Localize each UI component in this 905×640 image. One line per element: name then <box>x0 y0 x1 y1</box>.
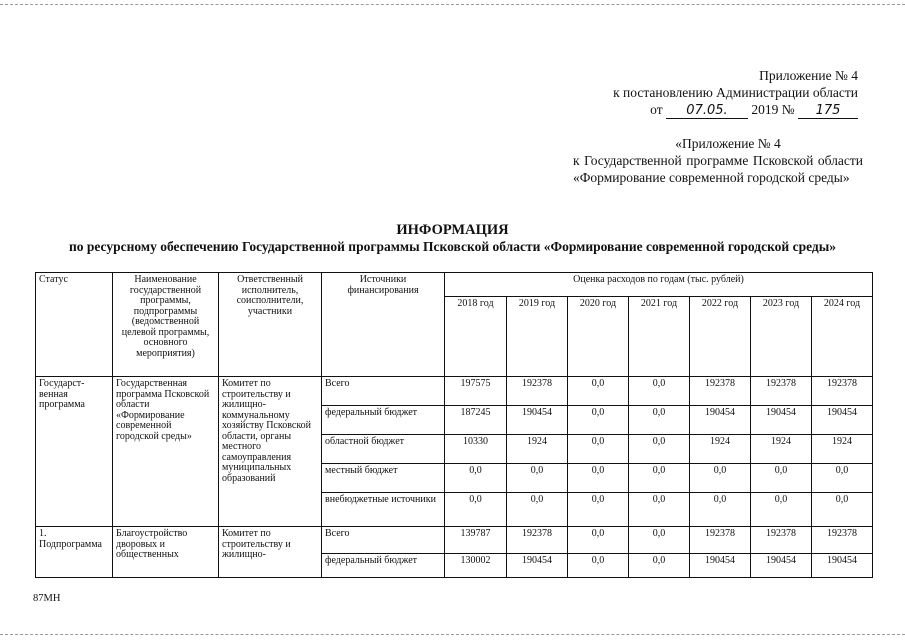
document-subtitle: по ресурсному обеспечению Государственной программы Псковской области «Формирование современной городской среды» <box>68 239 837 254</box>
value-cell: 0,0 <box>629 377 690 406</box>
value-cell: 130002 <box>445 554 507 578</box>
resource-table <box>35 272 873 578</box>
value-cell: 1924 <box>507 435 568 464</box>
value-cell: 0,0 <box>629 527 690 554</box>
value-cell: 0,0 <box>568 527 629 554</box>
year-header: 2020 год <box>568 297 629 377</box>
value-cell: 192378 <box>812 527 873 554</box>
value-cell: 0,0 <box>629 435 690 464</box>
value-cell: 139787 <box>445 527 507 554</box>
header-executor: Ответственный исполнитель, соисполнители, участники <box>219 273 322 377</box>
executor-cell: Комитет по строительству и жилищно- <box>219 527 322 578</box>
footer-code: 87МН <box>33 593 61 604</box>
value-cell: 0,0 <box>629 464 690 493</box>
value-cell: 0,0 <box>568 464 629 493</box>
year-header: 2023 год <box>751 297 812 377</box>
year-header: 2018 год <box>445 297 507 377</box>
value-cell: 190454 <box>751 554 812 578</box>
value-cell: 0,0 <box>812 464 873 493</box>
value-cell: 190454 <box>690 406 751 435</box>
value-cell: 192378 <box>690 527 751 554</box>
year-header: 2021 год <box>629 297 690 377</box>
appendix-date-line <box>613 101 858 119</box>
value-cell: 192378 <box>812 377 873 406</box>
value-cell: 187245 <box>445 406 507 435</box>
date-prefix: от <box>650 102 663 117</box>
document-title: ИНФОРМАЦИЯ <box>396 222 509 238</box>
source-cell: Всего <box>322 527 445 554</box>
value-cell: 1924 <box>812 435 873 464</box>
executor-cell: Комитет по строительству и жилищно-коммунальному хозяйству Псковской области, органы местного самоуправления муниципальных образований <box>219 377 322 527</box>
value-cell: 0,0 <box>812 493 873 527</box>
value-cell: 190454 <box>507 406 568 435</box>
inner-appendix <box>573 135 863 186</box>
appendix-resolution-line: к постановлению Администрации области <box>613 85 858 100</box>
value-cell: 0,0 <box>629 406 690 435</box>
value-cell: 192378 <box>751 377 812 406</box>
header-row <box>36 273 873 297</box>
value-cell: 0,0 <box>629 554 690 578</box>
value-cell: 190454 <box>507 554 568 578</box>
value-cell: 190454 <box>751 406 812 435</box>
value-cell: 190454 <box>812 554 873 578</box>
source-cell: федеральный бюджет <box>322 406 445 435</box>
program-name-cell: Благоустройство дворовых и общественных <box>113 527 219 578</box>
source-cell: федеральный бюджет <box>322 554 445 578</box>
value-cell: 192378 <box>507 377 568 406</box>
source-cell: местный бюджет <box>322 464 445 493</box>
year-header: 2019 год <box>507 297 568 377</box>
value-cell: 0,0 <box>507 464 568 493</box>
source-cell: областной бюджет <box>322 435 445 464</box>
value-cell: 0,0 <box>568 554 629 578</box>
value-cell: 192378 <box>751 527 812 554</box>
header-status: Статус <box>36 273 113 377</box>
value-cell: 0,0 <box>568 377 629 406</box>
value-cell: 190454 <box>812 406 873 435</box>
value-cell: 0,0 <box>751 464 812 493</box>
value-cell: 190454 <box>690 554 751 578</box>
table-row <box>36 377 873 406</box>
year-header: 2022 год <box>690 297 751 377</box>
source-cell: внебюджетные источники <box>322 493 445 527</box>
scan-edge-bottom <box>0 634 905 635</box>
value-cell: 0,0 <box>507 493 568 527</box>
value-cell: 0,0 <box>445 464 507 493</box>
value-cell: 192378 <box>507 527 568 554</box>
value-cell: 0,0 <box>445 493 507 527</box>
year-header: 2024 год <box>812 297 873 377</box>
value-cell: 0,0 <box>690 464 751 493</box>
value-cell: 1924 <box>751 435 812 464</box>
value-cell: 0,0 <box>568 493 629 527</box>
appendix-title: Приложение № 4 <box>759 68 858 83</box>
value-cell: 0,0 <box>690 493 751 527</box>
inner-appendix-title: «Приложение № 4 <box>675 136 781 151</box>
status-cell: Государст-венная программа <box>36 377 113 527</box>
value-cell: 1924 <box>690 435 751 464</box>
value-cell: 192378 <box>690 377 751 406</box>
value-cell: 0,0 <box>568 435 629 464</box>
value-cell: 197575 <box>445 377 507 406</box>
value-cell: 0,0 <box>568 406 629 435</box>
value-cell: 10330 <box>445 435 507 464</box>
status-cell: 1. Подпрограмма <box>36 527 113 578</box>
header-name: Наименование государственной программы, подпрограммы (ведомственной целевой программы, основного мероприятия) <box>113 273 219 377</box>
inner-appendix-text: к Государственной программе Псковской области «Формирование современной городской среды» <box>573 153 863 185</box>
header-estimate: Оценка расходов по годам (тыс. рублей) <box>445 273 873 297</box>
scan-edge-top <box>0 4 905 5</box>
appendix-header <box>613 67 858 119</box>
year-text: 2019 № <box>751 102 795 117</box>
handwritten-date: 07.05. <box>666 104 748 119</box>
header-sources: Источники финансирования <box>322 273 445 377</box>
program-name-cell: Государственная программа Псковской области «Формирование современной городской среды» <box>113 377 219 527</box>
value-cell: 0,0 <box>629 493 690 527</box>
source-cell: Всего <box>322 377 445 406</box>
value-cell: 0,0 <box>751 493 812 527</box>
table-row <box>36 527 873 554</box>
handwritten-number: 175 <box>798 104 858 119</box>
